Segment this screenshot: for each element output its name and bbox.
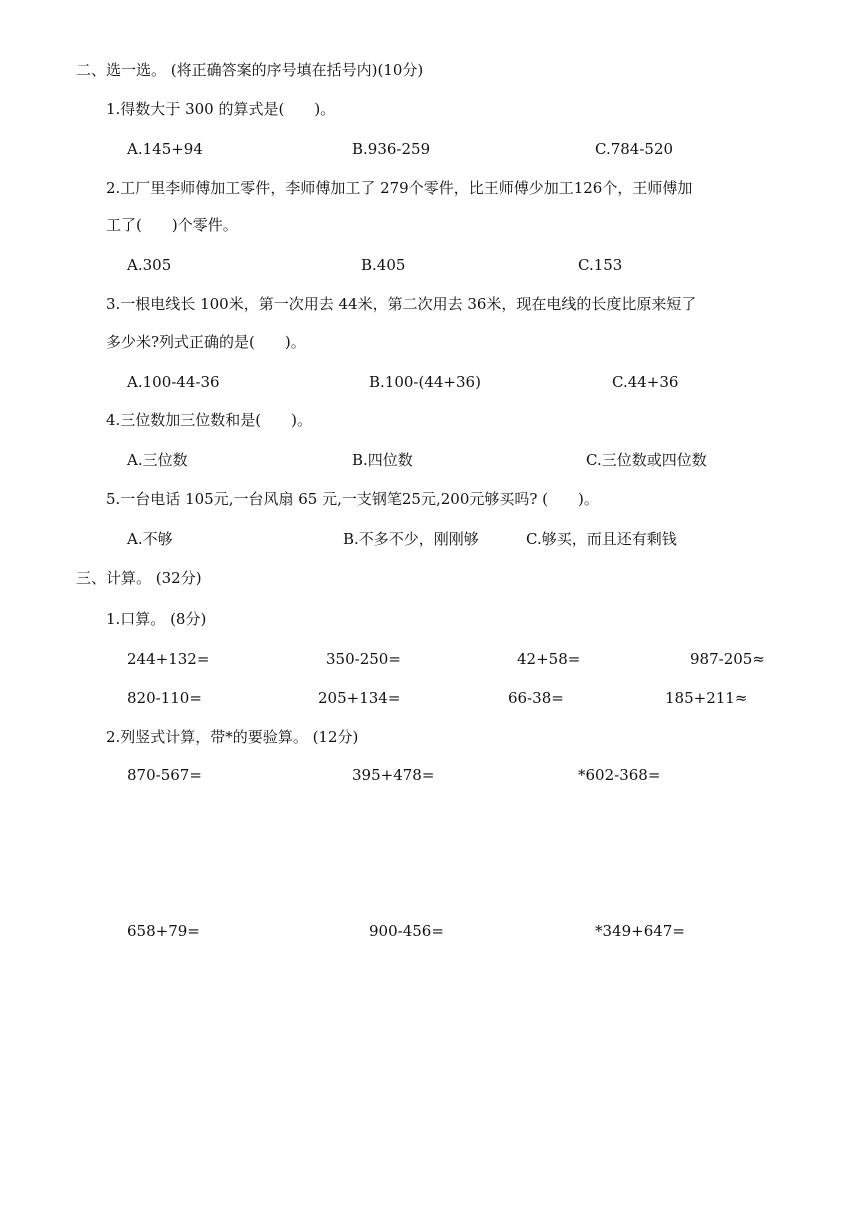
question-1-text: 1.得数大于 300 的算式是( )。 xyxy=(106,100,336,118)
section-3-title: 三、计算。 (32分) xyxy=(76,569,202,587)
section-2-title: 二、选一选。 (将正确答案的序号填在括号内)(10分) xyxy=(76,61,424,79)
question-5-option-c: C.够买，而且还有剩钱 xyxy=(526,530,677,548)
part-2-title: 2.列竖式计算，带*的要验算。 (12分) xyxy=(106,728,359,746)
vertical-calc-2: 395+478= xyxy=(352,766,435,784)
question-4-option-b: B.四位数 xyxy=(352,451,413,469)
oral-calc-7: 66-38= xyxy=(508,689,564,707)
question-1-option-b: B.936-259 xyxy=(352,140,431,158)
question-3-option-b: B.100-(44+36) xyxy=(369,373,481,391)
question-3-option-c: C.44+36 xyxy=(612,373,679,391)
vertical-calc-4: 658+79= xyxy=(127,922,200,940)
vertical-calc-5: 900-456= xyxy=(369,922,444,940)
oral-calc-6: 205+134= xyxy=(318,689,401,707)
question-2-text-cont: 工了( )个零件。 xyxy=(106,216,238,234)
question-4-text: 4.三位数加三位数和是( )。 xyxy=(106,411,313,429)
question-2-option-a: A.305 xyxy=(127,256,172,274)
question-3-text: 3.一根电线长 100米，第一次用去 44米，第二次用去 36米，现在电线的长度比原来短了 xyxy=(106,295,697,313)
vertical-calc-1: 870-567= xyxy=(127,766,202,784)
vertical-calc-3: *602-368= xyxy=(578,766,661,784)
oral-calc-8: 185+211≈ xyxy=(665,689,748,707)
question-2-option-b: B.405 xyxy=(361,256,406,274)
part-1-title: 1.口算。 (8分) xyxy=(106,610,207,628)
question-4-option-c: C.三位数或四位数 xyxy=(586,451,707,469)
question-1-option-a: A.145+94 xyxy=(127,140,203,158)
vertical-calc-6: *349+647= xyxy=(595,922,685,940)
oral-calc-1: 244+132= xyxy=(127,650,210,668)
question-4-option-a: A.三位数 xyxy=(127,451,188,469)
question-1-option-c: C.784-520 xyxy=(595,140,674,158)
oral-calc-3: 42+58= xyxy=(517,650,581,668)
question-5-text: 5.一台电话 105元,一台风扇 65 元,一支钢笔25元,200元够买吗? ( )。 xyxy=(106,490,599,508)
question-5-option-a: A.不够 xyxy=(127,530,173,548)
question-5-option-b: B.不多不少，刚刚够 xyxy=(343,530,479,548)
question-3-option-a: A.100-44-36 xyxy=(127,373,220,391)
oral-calc-4: 987-205≈ xyxy=(690,650,765,668)
oral-calc-5: 820-110= xyxy=(127,689,202,707)
oral-calc-2: 350-250= xyxy=(326,650,401,668)
question-2-text: 2.工厂里李师傅加工零件，李师傅加工了 279个零件，比王师傅少加工126个，王师傅加 xyxy=(106,179,693,197)
question-3-text-cont: 多少米?列式正确的是( )。 xyxy=(106,333,306,351)
question-2-option-c: C.153 xyxy=(578,256,623,274)
